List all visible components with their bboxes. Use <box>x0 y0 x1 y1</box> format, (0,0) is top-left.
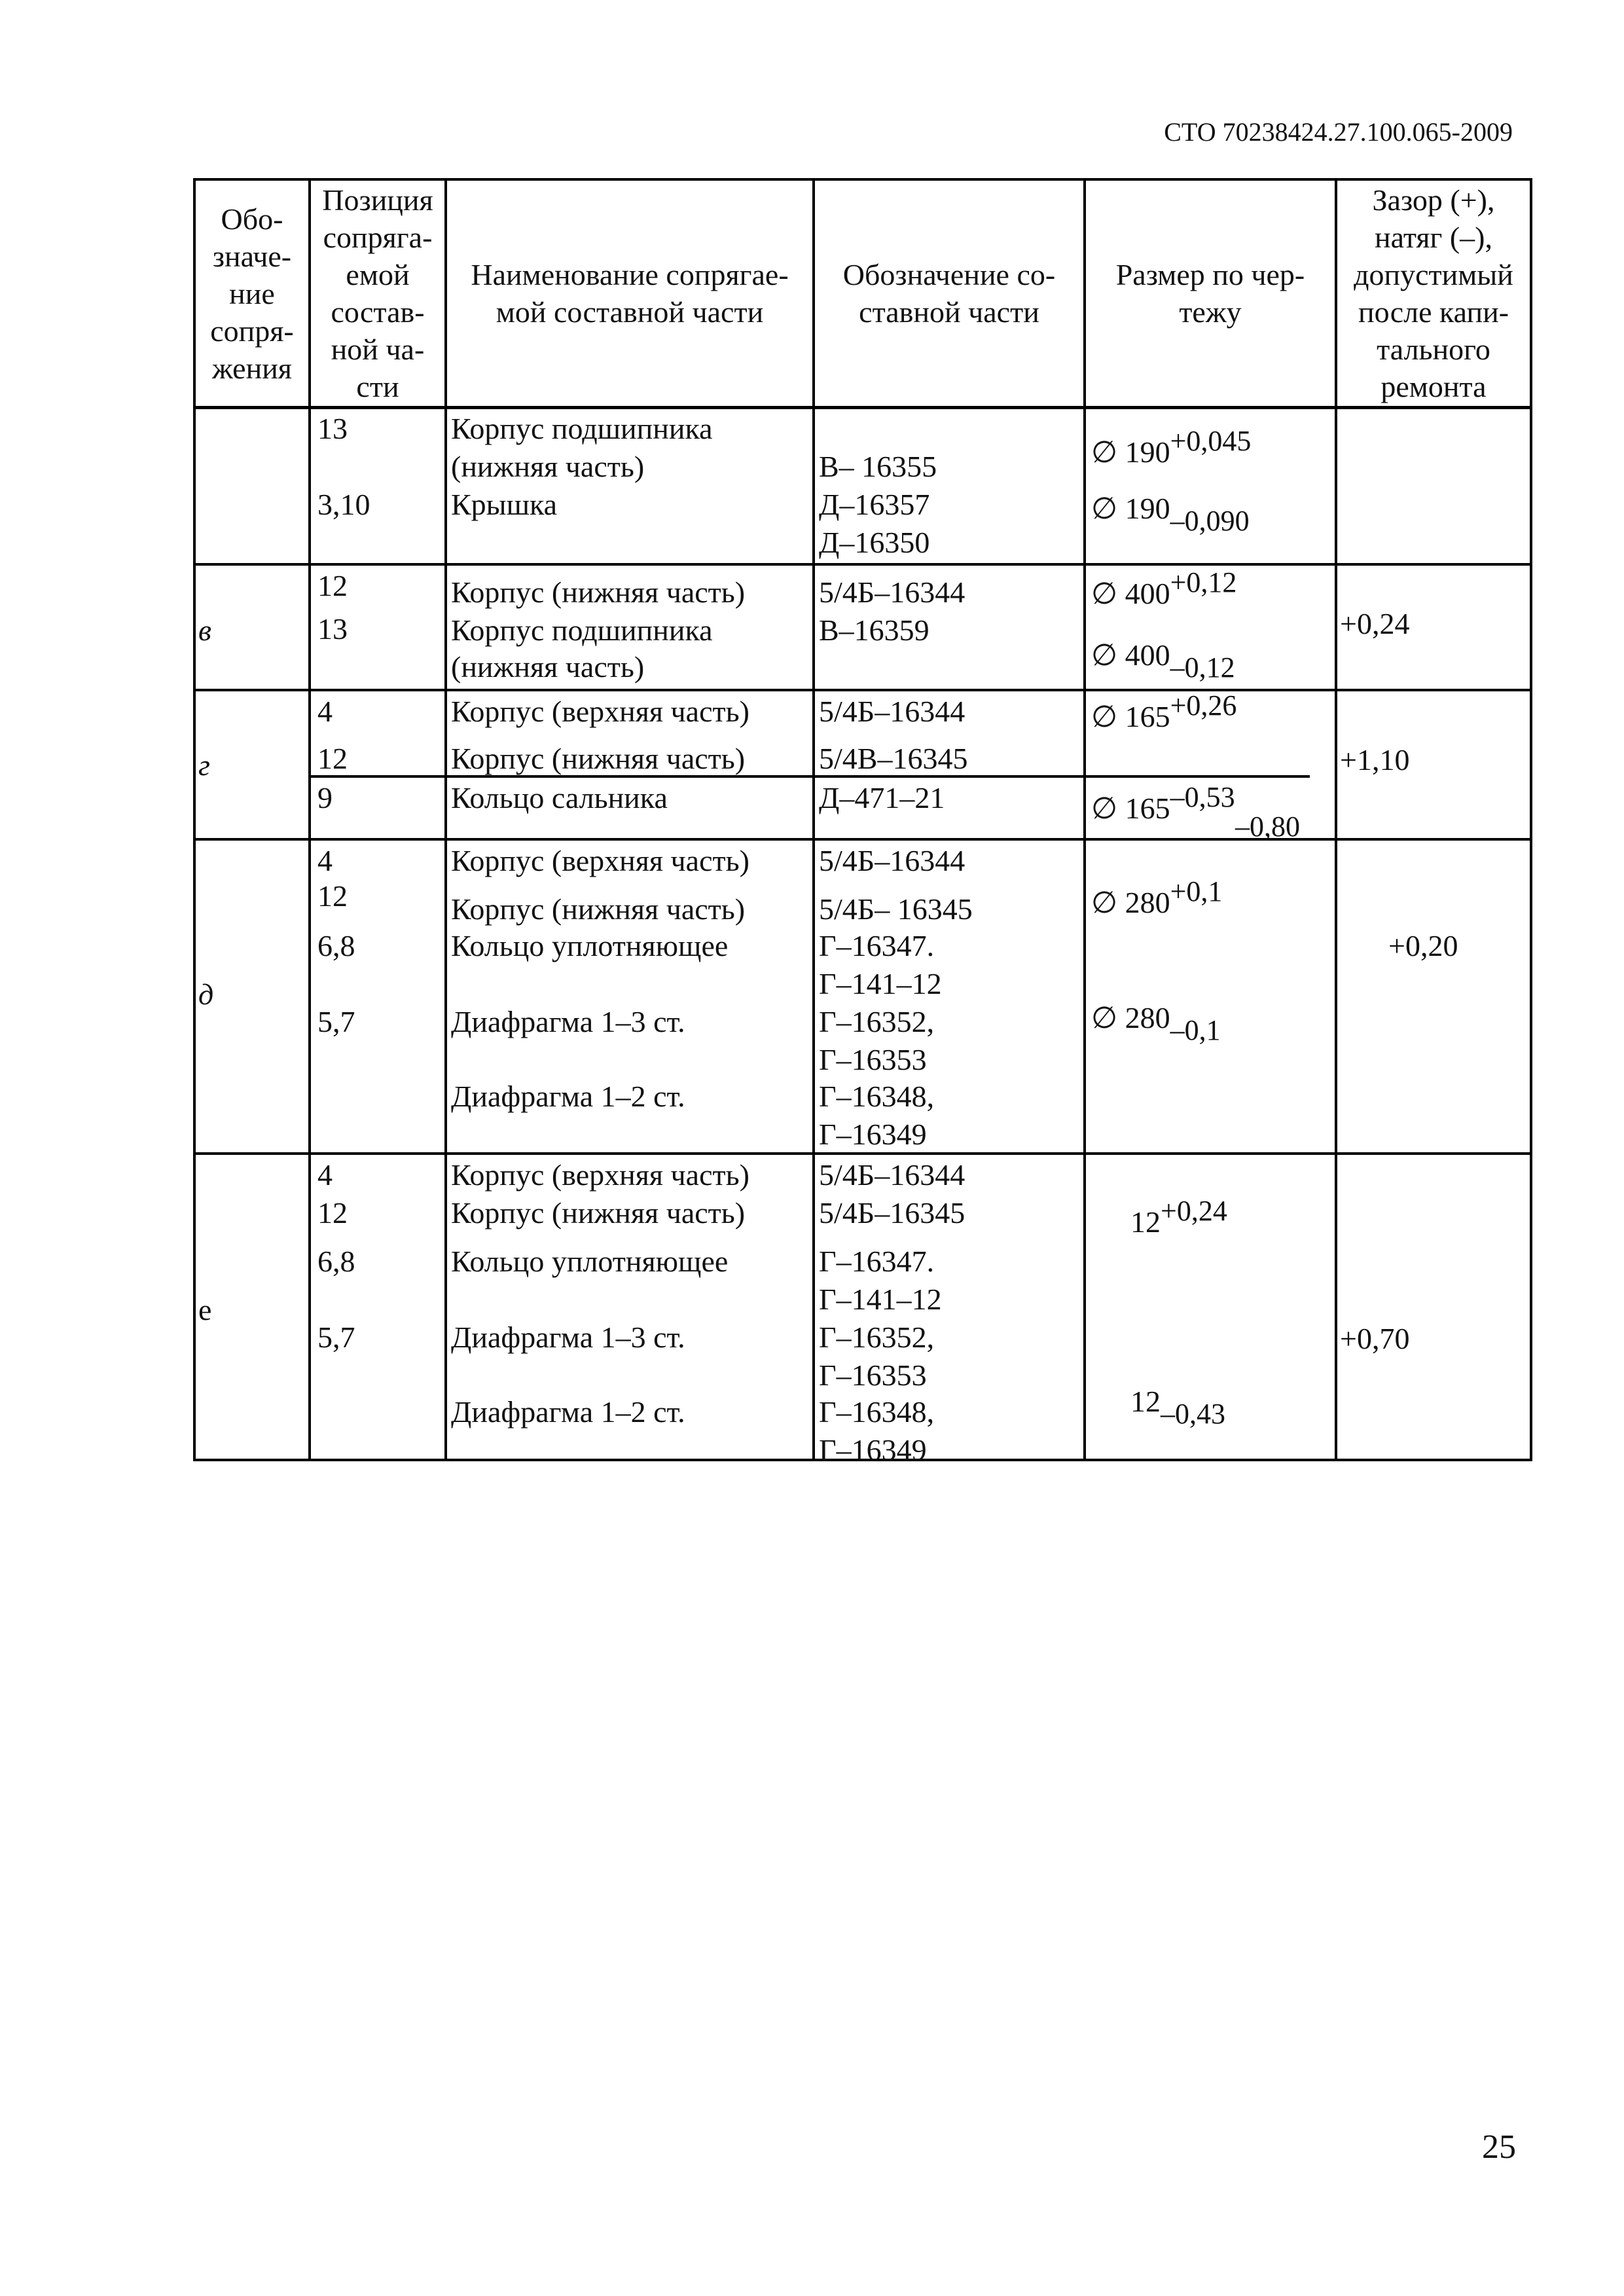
position-cell: 12 <box>317 569 348 602</box>
position-cell: 6,8 <box>317 929 355 962</box>
designation-cell: Г–16349 <box>819 1118 927 1151</box>
designation-cell: Г–16353 <box>819 1358 927 1392</box>
position-cell: 4 <box>317 695 333 728</box>
designation-cell: Д–16350 <box>819 526 930 559</box>
designation-cell: Г–16349 <box>819 1433 927 1467</box>
clearance-value: +1,10 <box>1340 743 1410 776</box>
position-cell: 3,10 <box>317 488 370 521</box>
row-separator <box>193 563 1532 566</box>
clearance-value: +0,24 <box>1340 607 1410 640</box>
position-cell: 4 <box>317 1158 333 1192</box>
part-name-cell: Диафрагма 1–3 ст. <box>451 1005 685 1038</box>
fit-label: г <box>198 748 210 782</box>
part-name-cell: Корпус (нижняя часть) <box>451 892 746 926</box>
document-code: СТО 70238424.27.100.065-2009 <box>1164 117 1513 147</box>
fit-label: е <box>198 1293 212 1326</box>
part-name-cell: Крышка <box>451 488 558 521</box>
designation-cell: 5/4Б– 16345 <box>819 892 973 926</box>
header-part-designation: Обозначение со- ставной части <box>842 258 1056 329</box>
designation-cell: Д–16357 <box>819 488 930 521</box>
table-border-right <box>1530 178 1532 1461</box>
header-designation: Обо- значе- ние сопря- жения <box>210 202 294 385</box>
diameter-symbol: ∅ <box>1091 700 1118 733</box>
designation-cell: 5/4Б–16344 <box>819 575 965 609</box>
designation-cell: 5/4Б–16345 <box>819 1196 965 1230</box>
designation-cell: В–16359 <box>819 613 929 647</box>
diameter-symbol: ∅ <box>1091 577 1118 610</box>
clearance-value: +0,70 <box>1340 1322 1410 1355</box>
designation-cell: Г–16348, <box>819 1080 935 1113</box>
diameter-symbol: ∅ <box>1091 1001 1118 1034</box>
header-separator <box>193 406 1532 409</box>
part-name-cell: Корпус (нижняя часть) <box>451 1196 746 1230</box>
size-lower-deviation: –0,80 <box>1235 811 1300 843</box>
size-upper: ∅ 190+0,045 <box>1091 425 1252 469</box>
size-upper: ∅ 165+0,26 <box>1091 689 1237 733</box>
header-drawing-size: Размер по чер- тежу <box>1115 258 1305 329</box>
position-cell: 4 <box>317 844 333 877</box>
row-separator <box>193 838 1532 841</box>
diameter-symbol: ∅ <box>1091 792 1118 825</box>
position-cell: 5,7 <box>317 1005 355 1038</box>
designation-cell: Г–16348, <box>819 1395 935 1429</box>
fit-label: в <box>198 613 211 647</box>
part-name-cell: Диафрагма 1–2 ст. <box>451 1080 685 1113</box>
clearance-value: +0,20 <box>1388 929 1458 962</box>
designation-cell: Г–16347. <box>819 1245 935 1278</box>
part-name-cell: Корпус подшипника <box>451 613 713 647</box>
designation-cell: 5/4Б–16344 <box>819 1158 965 1192</box>
designation-cell: 5/4Б–16344 <box>819 695 965 728</box>
size-lower: ∅ 165–0,53 <box>1091 781 1235 825</box>
designation-cell: Д–471–21 <box>819 781 945 814</box>
designation-cell: 5/4Б–16344 <box>819 844 965 877</box>
designation-cell: Г–141–12 <box>819 1283 942 1316</box>
page-number: 25 <box>1482 2128 1516 2166</box>
size-lower: ∅ 280–0,1 <box>1091 1001 1221 1046</box>
row-separator <box>193 689 1532 691</box>
part-name-cell: Корпус (нижняя часть) <box>451 742 746 775</box>
designation-cell: 5/4В–16345 <box>819 742 968 775</box>
header-part-name: Наименование сопрягае- мой составной части <box>471 258 789 329</box>
size-lower: ∅ 190–0,090 <box>1091 492 1250 537</box>
designation-cell: Г–16347. <box>819 929 935 962</box>
position-cell: 12 <box>317 742 348 775</box>
size-upper: ∅ 400+0,12 <box>1091 566 1237 610</box>
designation-cell: Г–16353 <box>819 1043 927 1076</box>
part-name-cell: Корпус подшипника <box>451 412 713 445</box>
header-position: Позиция сопряга- емой состав- ной ча- сти <box>322 183 433 403</box>
designation-cell: Г–16352, <box>819 1321 935 1354</box>
part-name-cell: Кольцо сальника <box>451 781 668 814</box>
diameter-symbol: ∅ <box>1091 638 1118 672</box>
diameter-symbol: ∅ <box>1091 886 1118 919</box>
part-name-cell: Корпус (верхняя часть) <box>451 1158 749 1192</box>
part-name-cell: Диафрагма 1–3 ст. <box>451 1321 685 1354</box>
fit-label: д <box>198 977 214 1011</box>
position-cell: 6,8 <box>317 1245 355 1278</box>
diameter-symbol: ∅ <box>1091 492 1118 525</box>
size-lower: ∅ 400–0,12 <box>1091 638 1235 683</box>
designation-cell: Г–141–12 <box>819 967 942 1000</box>
designation-cell: Г–16352, <box>819 1005 935 1038</box>
position-cell: 5,7 <box>317 1321 355 1354</box>
position-cell: 13 <box>317 612 348 646</box>
part-name-cell: Корпус (верхняя часть) <box>451 695 749 728</box>
position-cell: 13 <box>317 412 348 445</box>
part-name-cell: Кольцо уплотняющее <box>451 929 729 962</box>
part-name-cell: Корпус (верхняя часть) <box>451 844 749 877</box>
header-clearance: Зазор (+), натяг (–), допустимый после капи- тального ремонта <box>1354 183 1513 403</box>
position-cell: 12 <box>317 879 348 913</box>
part-name-cell: (нижняя часть) <box>451 650 645 683</box>
size-upper: 12+0,24 <box>1130 1195 1227 1239</box>
part-name-cell: Диафрагма 1–2 ст. <box>451 1395 685 1429</box>
part-name-cell: Корпус (нижняя часть) <box>451 575 746 609</box>
position-cell: 9 <box>317 781 333 814</box>
fit-table <box>193 178 1532 1467</box>
size-lower: 12–0,43 <box>1130 1385 1225 1430</box>
position-cell: 12 <box>317 1196 348 1230</box>
part-name-cell: (нижняя часть) <box>451 450 645 483</box>
size-upper: ∅ 280+0,1 <box>1091 875 1223 919</box>
designation-cell: В– 16355 <box>819 450 937 483</box>
part-name-cell: Кольцо уплотняющее <box>451 1245 729 1278</box>
diameter-symbol: ∅ <box>1091 435 1118 469</box>
